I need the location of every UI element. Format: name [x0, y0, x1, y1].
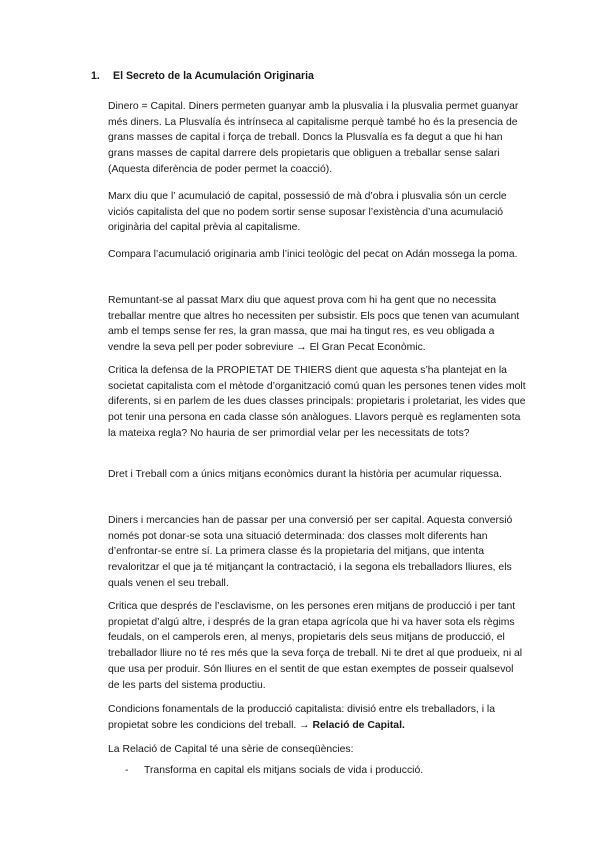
- paragraph-conditions: [108, 702, 526, 733]
- paragraph-consequences-intro: La Relació de Capital té una sèrie de conseqüències:: [108, 744, 354, 755]
- section-heading: [91, 70, 314, 82]
- paragraph-economic-sin: Remuntant-se al passat Marx diu que aquest prova com hi ha gent que no necessita treballar mentre que altres ho necessiten per subsistir. Els pocs que tenen van acumulant amb el temps sense fer res, la gran massa, que mai ha tingut res, es veu obligada a vendre la seva pell per poder sobreviure → El Gran Pecat Econòmic.: [108, 295, 520, 354]
- paragraph-capital: Dinero = Capital. Diners permeten guanyar amb la plusvalia i la plusvalia permet guanyar més diners. La Plusvalía és intrínseca al capitalisme perquè també ho és la presencia de grans masses de capital i força de treball. Doncs la Plusvalía es fa degut a que hi han grans masses de capital darrere dels propietaris que obliguen a treballar sense salari (Aquesta diferència de poder permet la coacció).: [108, 101, 519, 175]
- heading-number: 1.: [91, 70, 100, 82]
- heading-title: El Secreto de la Acumulación Originaria: [113, 70, 314, 82]
- paragraph-right-labour: Dret i Treball com a únics mitjans econòmics durant la història per acumular riquessa.: [108, 469, 502, 480]
- paragraph-thiers: Critica la defensa de la PROPIETAT DE THIERS dient que aquesta s’ha plantejat en la societat capitalista com el mètode d’organització comú quan les persones tenen vides molt diferents, si en parlem de les dues classes principals: propietaris i proletariat, les vides que pot tenir una persona en cada classe són anàlogues. Llavors perquè es reglamenten sota la mateixa regla? No hauria de ser primordial velar per les necessitats de tots?: [108, 365, 526, 439]
- paragraph-original-sin: Compara l’acumulació originaria amb l’inici teològic del pecat on Adán mossega la poma.: [108, 249, 518, 260]
- paragraph-free-worker: Critica que després de l’esclavisme, on les persones eren mitjans de producció i per tant propietat d’algú altre, i després de la gran etapa agrícola que hi va haver sota els règims feudals, on el camperols eren, al menys, propietaris dels seus mitjans de producció, el treballador lliure no té res més que la seva força de treball. Ni te dret al que produeix, ni al que usa per produir. Són lliures en el sentit de que estan exemptes de posseir qualsevol de les parts del sistema productiu.: [108, 601, 523, 691]
- capital-relation-bold: Relació de Capital.: [312, 719, 405, 731]
- paragraph-marx-circle: Marx diu que l’ acumulació de capital, possessió de mà d’obra i plusvalia són un cercle viciós capitalista del que no podem sortir sense suposar l’existència d’una acumulació originària del capital prèvia al capitalisme.: [108, 191, 507, 234]
- bullet-marker: -: [125, 765, 129, 776]
- paragraph-conversion: Diners i mercancies han de passar per una conversió per ser capital. Aquesta conversió només pot donar-se sota una situació determinada: dos classes molt diferents han d’enfrontar-se entre sí. La primera classe és la propietaria del mitjans, que intenta revaloritzar el que ja té mitjançant la contractació, i la segona els treballadors lliures, els quals venen el seu treball.: [108, 515, 513, 589]
- conditions-text: Condicions fonamentals de la producció capitalista: divisió entre els treballadors, i la propietat sobre les condicions del treball. →: [108, 704, 495, 731]
- list-item: [125, 763, 423, 779]
- list-item-text: Transforma en capital els mitjans socials de vida i producció.: [144, 765, 424, 776]
